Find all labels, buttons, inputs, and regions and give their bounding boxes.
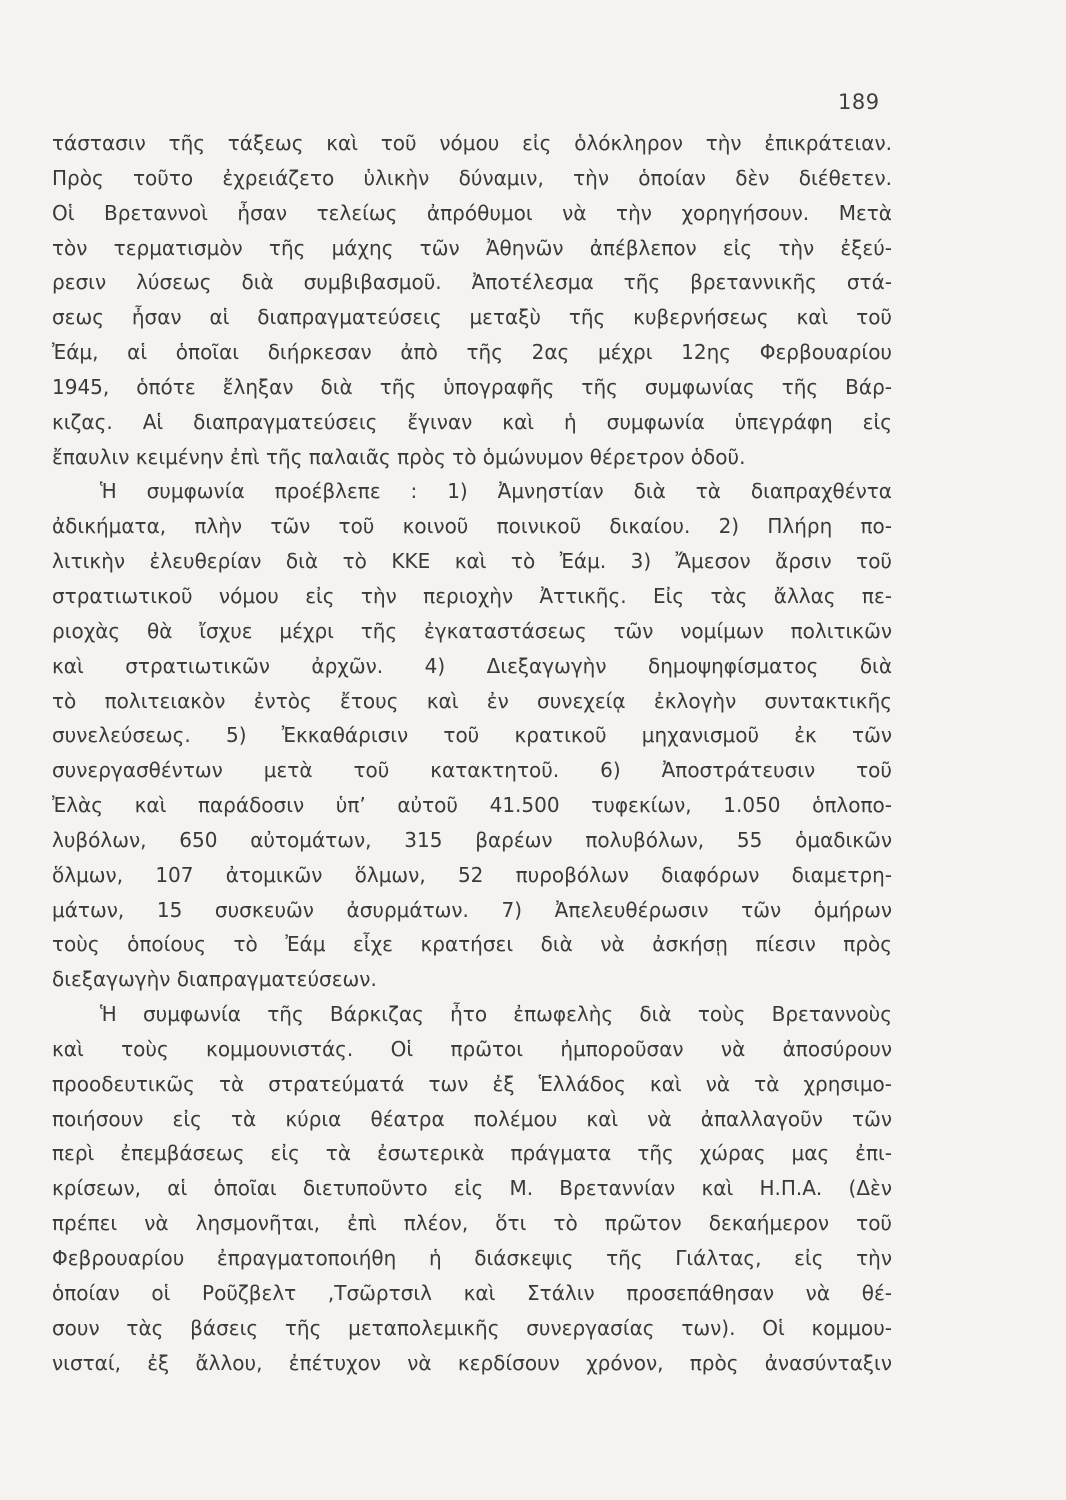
text-line: πρέπει νὰ λησμονῆται, ἐπὶ πλέον, ὅτι τὸ πρῶτον δεκαήμερον τοῦ [52,1211,892,1236]
text-line: ριοχὰς θὰ ἴσχυε μέχρι τῆς ἐγκαταστάσεως τῶν νομίμων πολιτικῶν [52,618,892,643]
text-line: ρεσιν λύσεως διὰ συμβιβασμοῦ. Ἀποτέλεσμα τῆς βρεταννικῆς στά- [52,270,892,295]
text-line: 1945, ὁπότε ἔληξαν διὰ τῆς ὑπογραφῆς τῆς συμφωνίας τῆς Βάρ- [52,374,892,399]
text-line: καὶ στρατιωτικῶν ἀρχῶν. 4) Διεξαγωγὴν δημοψηφίσματος διὰ [52,653,892,678]
text-line: ἀδικήματα, πλὴν τῶν τοῦ κοινοῦ ποινικοῦ δικαίου. 2) Πλήρη πο- [52,514,892,539]
text-line: Φεβρουαρίου ἐπραγματοποιήθη ἡ διάσκεψις τῆς Γιάλτας, εἰς τὴν [52,1246,892,1270]
text-line: κρίσεων, αἱ ὁποῖαι διετυποῦντο εἰς Μ. Βρεταννίαν καὶ Η.Π.Α. (Δὲν [52,1176,892,1201]
text-line: συνεργασθέντων μετὰ τοῦ κατακτητοῦ. 6) Ἀποστράτευσιν τοῦ [52,758,892,783]
text-line: περὶ ἐπεμβάσεως εἰς τὰ ἐσωτερικὰ πράγματα τῆς χώρας μας ἐπι- [52,1141,892,1166]
text-line: λιτικὴν ἐλευθερίαν διὰ τὸ ΚΚΕ καὶ τὸ Ἐάμ. 3) Ἄμεσον ἄρσιν τοῦ [52,549,892,574]
text-line: προοδευτικῶς τὰ στρατεύματά των ἐξ Ἑλλάδος καὶ νὰ τὰ χρησιμο- [52,1071,892,1096]
text-line: Ἐάμ, αἱ ὁποῖαι διήρκεσαν ἀπὸ τῆς 2ας μέχρι 12ης Φερβουαρίου [52,340,892,365]
text-line: σεως ἦσαν αἱ διαπραγματεύσεις μεταξὺ τῆς κυβερνήσεως καὶ τοῦ [52,305,892,330]
text-line: διεξαγωγὴν διαπραγματεύσεων. [52,967,377,992]
text-line: λυβόλων, 650 αὐτομάτων, 315 βαρέων πολυβόλων, 55 ὁμαδικῶν [52,827,892,852]
text-line: καὶ τοὺς κομμουνιστάς. Οἱ πρῶτοι ἠμποροῦσαν νὰ ἀποσύρουν [52,1036,892,1061]
text-line: Πρὸς τοῦτο ἐχρειάζετο ὑλικὴν δύναμιν, τὴν ὁποίαν δὲν διέθετεν. [52,165,892,190]
body-text [52,126,892,1380]
text-line: τὸ πολιτειακὸν ἐντὸς ἔτους καὶ ἐν συνεχείᾳ ἐκλογὴν συντακτικῆς [52,688,892,713]
text-line: Ἐλὰς καὶ παράδοσιν ὑπ’ αὐτοῦ 41.500 τυφεκίων, 1.050 ὁπλοπο- [52,793,892,818]
text-line: τὸν τερματισμὸν τῆς μάχης τῶν Ἀθηνῶν ἀπέβλεπον εἰς τὴν ἐξεύ- [52,235,892,260]
page-number: 189 [838,90,880,114]
text-line: τοὺς ὁποίους τὸ Ἐάμ εἶχε κρατήσει διὰ νὰ ἀσκήσῃ πίεσιν πρὸς [52,932,892,957]
text-line: Ἡ συμφωνία προέβλεπε : 1) Ἀμνηστίαν διὰ τὰ διαπραχθέντα [100,479,892,504]
text-line: νισταί, ἐξ ἄλλου, ἐπέτυχον νὰ κερδίσουν χρόνον, πρὸς ἀνασύνταξιν [52,1350,892,1375]
text-line: ὅλμων, 107 ἀτομικῶν ὅλμων, 52 πυροβόλων διαφόρων διαμετρη- [52,862,892,887]
text-line: ἔπαυλιν κειμένην ἐπὶ τῆς παλαιᾶς πρὸς τὸ ὁμώνυμον θέρετρον ὁδοῦ. [52,444,746,469]
text-line: συνελεύσεως. 5) Ἐκκαθάρισιν τοῦ κρατικοῦ μηχανισμοῦ ἐκ τῶν [52,723,892,748]
text-line: κιζας. Αἱ διαπραγματεύσεις ἔγιναν καὶ ἡ συμφωνία ὑπεγράφη εἰς [52,409,892,434]
text-line: ὁποίαν οἱ Ροῦζβελτ ,Τσῶρτσιλ καὶ Στάλιν προσεπάθησαν νὰ θέ- [52,1280,892,1305]
text-line: στρατιωτικοῦ νόμου εἰς τὴν περιοχὴν Ἀττικῆς. Εἰς τὰς ἄλλας πε- [52,583,892,608]
text-line: σουν τὰς βάσεις τῆς μεταπολεμικῆς συνεργασίας των). Οἱ κομμου- [52,1315,892,1340]
text-line: ποιήσουν εἰς τὰ κύρια θέατρα πολέμου καὶ νὰ ἀπαλλαγοῦν τῶν [52,1106,892,1131]
text-line: Ἡ συμφωνία τῆς Βάρκιζας ἦτο ἐπωφελὴς διὰ τοὺς Βρεταννοὺς [100,1002,892,1027]
text-line: τάστασιν τῆς τάξεως καὶ τοῦ νόμου εἰς ὁλόκληρον τὴν ἐπικράτειαν. [52,131,892,155]
text-line: μάτων, 15 συσκευῶν ἀσυρμάτων. 7) Ἀπελευθέρωσιν τῶν ὁμήρων [52,897,892,922]
text-line: Οἱ Βρεταννοὶ ἦσαν τελείως ἀπρόθυμοι νὰ τὴν χορηγήσουν. Μετὰ [52,200,892,225]
